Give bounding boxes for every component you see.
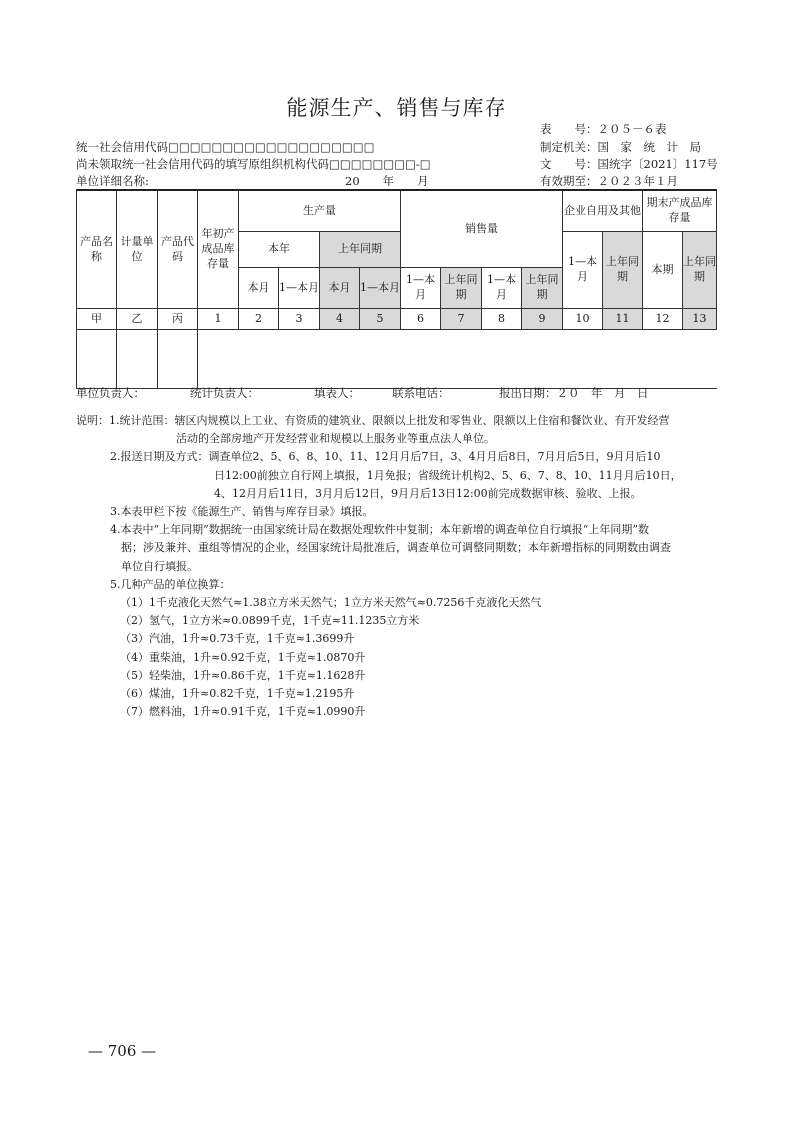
header-outside-ytd: 1—本月 — [482, 268, 522, 309]
header-closing-stock: 期末产成品库存量 — [643, 190, 717, 232]
report-period: 20 年 月 — [345, 174, 429, 188]
unit-name-line: 单位详细名称: — [76, 174, 149, 188]
header-sales-ytd: 1—本月 — [401, 268, 441, 309]
header-sales-last-year: 上年同期 — [441, 268, 482, 309]
input-cell[interactable] — [198, 330, 717, 389]
credit-code-line: 统一社会信用代码□□□□□□□□□□□□□□□□□□□ — [76, 140, 375, 154]
input-cell[interactable] — [77, 330, 117, 389]
num-cell: 10 — [563, 309, 603, 330]
num-cell: 9 — [522, 309, 563, 330]
num-cell: 13 — [683, 309, 717, 330]
conversion-6: （6）煤油，1升≈0.82千克，1千克≈1.2195升 — [120, 687, 355, 701]
num-cell: 1 — [198, 309, 239, 330]
num-cell: 6 — [401, 309, 441, 330]
conversion-2: （2）氢气，1立方米≈0.0899千克，1千克≈11.1235立方米 — [120, 614, 420, 628]
input-cell[interactable] — [117, 330, 158, 389]
header-sales: 销售量 — [401, 190, 563, 268]
issuing-authority: 制定机关：国 家 统 计 局 — [540, 140, 701, 154]
num-cell: 12 — [643, 309, 683, 330]
conversion-5: （5）轻柴油，1升≈0.86千克，1千克≈1.1628升 — [120, 668, 366, 682]
note-4: 4.本表中“上年同期”数据统一由国家统计局在数据处理软件中复制；本年新增的调查单位自行填报“上年同期”数 — [110, 523, 649, 537]
note-2-cont: 日12:00前独立自行网上填报，1月免报；省级统计机构2、5、6、7、8、10、11月月后10日， — [214, 468, 682, 482]
num-cell: 乙 — [117, 309, 158, 330]
num-cell: 4 — [320, 309, 360, 330]
header-production: 生产量 — [239, 190, 401, 232]
note-3: 3.本表甲栏下按《能源生产、销售与库存目录》填报。 — [110, 505, 374, 519]
header-closing-current: 本期 — [643, 232, 683, 309]
unit-head-label: 单位负责人： — [76, 386, 145, 400]
header-prod-ly-month: 本月 — [320, 268, 360, 309]
header-prod-month: 本月 — [239, 268, 279, 309]
header-product-code: 产品代码 — [158, 190, 198, 309]
note-4-cont: 据；涉及兼并、重组等情况的企业，经国家统计局批准后，调查单位可调整同期数；本年新增指标的同期数由调查 — [121, 541, 671, 555]
note-2: 2.报送日期及方式：调查单位2、5、6、8、10、11、12月月后7日，3、4月月后8日，7月月后5日，9月月后10 — [110, 450, 661, 464]
conversion-4: （4）重柴油，1升≈0.92千克，1千克≈1.0870升 — [120, 650, 366, 664]
page-number: — 706 — — [88, 1042, 157, 1060]
note-1-cont: 活动的全部房地产开发经营业和规模以上服务业等重点法人单位。 — [176, 432, 495, 446]
header-outside-last-year: 上年同期 — [522, 268, 563, 309]
document-number: 文 号：国统字〔2021〕117号 — [540, 157, 718, 171]
num-cell: 3 — [279, 309, 320, 330]
note-1: 说明：1.统计范围：辖区内规模以上工业、有资质的建筑业、限额以上批发和零售业、限额以上住宿和餐饮业、有开发经营 — [76, 414, 670, 427]
note-5: 5.几种产品的单位换算： — [110, 577, 231, 591]
header-opening-stock: 年初产成品库存量 — [198, 190, 239, 309]
phone-label: 联系电话： — [392, 386, 450, 400]
form-number: 表 号：２０５－６表 — [540, 122, 667, 136]
header-closing-last-year: 上年同期 — [683, 232, 717, 309]
page-title: 能源生产、销售与库存 — [286, 96, 507, 120]
stat-head-label: 统计负责人： — [190, 386, 259, 400]
input-cell[interactable] — [158, 330, 198, 389]
num-cell: 5 — [360, 309, 401, 330]
num-cell: 8 — [482, 309, 522, 330]
conversion-1: （1）1千克液化天然气≈1.38立方米天然气；1立方米天然气≈0.7256千克液化天然气 — [120, 596, 542, 610]
header-product-name: 产品名称 — [77, 190, 117, 309]
header-self-use-ytd: 1—本月 — [563, 232, 603, 309]
conversion-7: （7）燃料油，1升≈0.91千克，1千克≈1.0990升 — [120, 705, 366, 719]
num-cell: 甲 — [77, 309, 117, 330]
num-cell: 11 — [603, 309, 643, 330]
report-date-label: 报出日期：２０ 年 月 日 — [499, 386, 649, 400]
header-prod-ytd: 1—本月 — [279, 268, 320, 309]
header-self-use-last-year: 上年同期 — [603, 232, 643, 309]
num-cell: 7 — [441, 309, 482, 330]
org-code-line: 尚未领取统一社会信用代码的填写原组织机构代码□□□□□□□□-□ — [76, 157, 431, 171]
header-this-year: 本年 — [239, 232, 320, 268]
note-2-cont2: 4、12月月后11日，3月月后12日，9月月后13日12:00前完成数据审核、验收、上报。 — [214, 486, 642, 500]
signature-line — [76, 385, 649, 401]
header-unit: 计量单位 — [117, 190, 158, 309]
conversion-3: （3）汽油，1升≈0.73千克，1千克≈1.3699升 — [120, 632, 355, 646]
num-cell: 丙 — [158, 309, 198, 330]
energy-table — [76, 189, 717, 389]
notes-section — [76, 412, 726, 721]
header-production-last-year: 上年同期 — [320, 232, 401, 268]
note-4-cont2: 单位自行填报。 — [121, 559, 198, 573]
filler-label: 填表人： — [314, 386, 360, 400]
header-prod-ly-ytd: 1—本月 — [360, 268, 401, 309]
header-self-use: 企业自用及其他 — [563, 190, 643, 232]
num-cell: 2 — [239, 309, 279, 330]
valid-until: 有效期至：２０２３年１月 — [540, 174, 678, 188]
